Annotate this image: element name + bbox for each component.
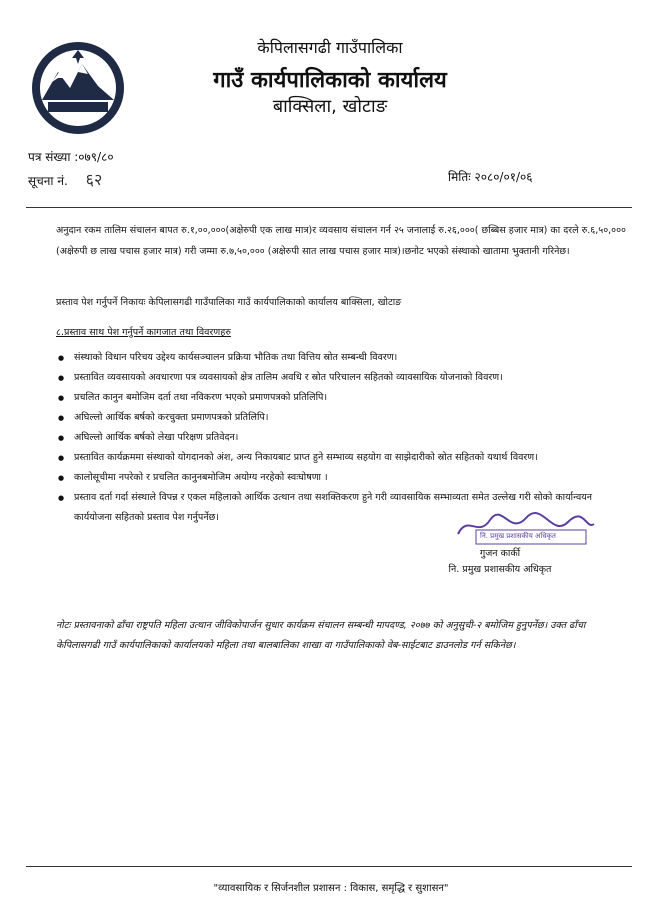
signatory-title: नि. प्रमुख प्रशासकीय अधिकृत xyxy=(448,564,552,575)
municipality-name: केपिलासगढी गाउँपालिका xyxy=(257,38,403,57)
list-item: ● संस्थाको विधान परिचय उद्देश्य कार्यसञ्चालन प्रक्रिया भौतिक तथा वित्तिय स्रोत सम्बन्धी विवरण। xyxy=(56,348,631,368)
grant-paragraph: अनुदान रकम तालिम संचालन बापत रु.१,००,०००(अक्षेरुपी एक लाख मात्र)र व्यवसाय संचालन गर्न २५ जनालाई रु.२६,०००( छब्बिस हजार मात्र) का दरले रु.६,५०,००० (अक्षेरुपी छ लाख पचास हजार मात्र) गरी जम्मा रु.७,५०,००० (अक्षेरुपी सात लाख पचास हजार मात्र)।छनोट भएको संस्थाको खातामा भुक्तानी गरिनेछ। xyxy=(56,225,626,257)
header-divider xyxy=(26,207,632,208)
note: नोटः प्रस्तावनाको ढाँचा राष्ट्रपति महिला उत्थान जीविकोपार्जन सुधार कार्यक्रम संचालन सम्बन्धी मापदण्ड, २०७७ को अनुसुची-२ बमोजिम हुनुपर्नेछ। उक्त ढाँचा केपिलासगढी गाउँ कार्यपालिकाको कार्यालयको महिला तथा बालबालिका शाखा वा गाउँपालिकाको वेब-साईटबाट डाउनलोड गर्न सकिनेछ। xyxy=(56,620,586,651)
office-name: गाउँ कार्यपालिकाको कार्यालय xyxy=(213,68,447,93)
signatory-name: गुजन कार्की xyxy=(479,548,521,559)
letter-number: पत्र संख्या :०७९/८० xyxy=(28,150,114,164)
stamp-text: नि. प्रमुख प्रशासकीय अधिकृत xyxy=(480,532,556,540)
notice-number xyxy=(28,168,102,190)
list-item: ● प्रस्ताव दर्ता गर्दा संस्थाले विपन्न र एकल महिलाको आर्थिक उत्थान तथा सशक्तिकरण हुने गरी व्यावसायिक सम्भाव्यता समेत उल्लेख गरी सोको कार्यान्वयन कार्ययोजना सहितको प्रस्ताव पेश गर्नुपर्नेछ। xyxy=(56,488,631,528)
section-title: ८.प्रस्ताव साथ पेश गर्नुपर्ने कागजात तथा विवरणहरु xyxy=(56,327,231,338)
footer-divider xyxy=(26,866,632,867)
list-item: ● अघिल्लो आर्थिक बर्षको लेखा परिक्षण प्रतिवेदन। xyxy=(56,428,631,448)
list-item: ● प्रचलित कानुन बमोजिम दर्ता तथा नविकरण भएको प्रमाणपत्रको प्रतिलिपि। xyxy=(56,388,631,408)
notice-label: सूचना नं. xyxy=(28,174,68,188)
notice-value: ६२ xyxy=(85,170,103,189)
documents-list xyxy=(56,348,631,528)
list-item: ● कालोसूचीमा नपरेको र प्रचलित कानुनबमोजिम अयोग्य नरहेको स्वःघोषणा । xyxy=(56,468,631,488)
footer-slogan: "व्यावसायिक र सिर्जनशील प्रशासन : विकास, समृद्धि र सुशासन" xyxy=(213,883,449,894)
list-item: ● प्रस्तावित व्यवसायको अवधारणा पत्र व्यवसायको क्षेत्र तालिम अवधि र स्रोत परिचालन सहितको व्यावसायिक योजनाको विवरण। xyxy=(56,368,631,388)
office-address: बाक्सिला, खोटाङ xyxy=(272,96,388,117)
date: मितिः २०८०/०१/०६ xyxy=(448,170,533,184)
list-item: ● अघिल्लो आर्थिक बर्षको करचुक्ता प्रमाणपत्रको प्रतिलिपि। xyxy=(56,408,631,428)
list-item: ● प्रस्तावित कार्यक्रममा संस्थाको योगदानको अंश, अन्य निकायबाट प्राप्त हुने सम्भाव्य सहयोग वा साझेदारीको स्रोत सहितको यथार्थ विवरण। xyxy=(56,448,631,468)
nepal-emblem-logo xyxy=(28,38,128,138)
submission-office: प्रस्ताव पेश गर्नुपर्ने निकायः केपिलासगढी गाउँपालिका गाउँ कार्यपालिकाको कार्यालय बाक्सिला, खोटाङ xyxy=(56,297,402,308)
signature-stamp xyxy=(448,508,598,548)
